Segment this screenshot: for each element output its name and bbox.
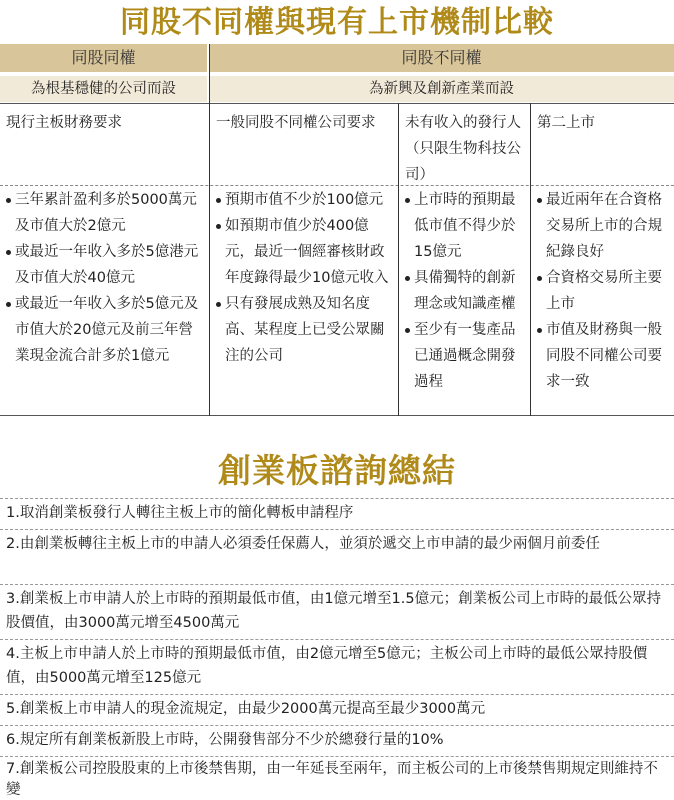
- divider: [0, 185, 674, 186]
- subheader-innovative: 為新興及創新產業而設: [209, 76, 674, 102]
- comparison-table: [0, 44, 674, 416]
- consultation-title: 創業板諮詢總結: [218, 451, 456, 490]
- comparison-title: 同股不同權與現有上市機制比較: [120, 5, 554, 40]
- list-item: 2.由創業板轉往主板上市的申請人必須委任保薦人，並須於遞交上市申請的最少兩個月前委任: [6, 536, 600, 552]
- list-item: 至少有一隻產品已通過概念開發過程: [405, 317, 526, 395]
- column-heading-main-board: 現行主板財務要求: [6, 115, 122, 131]
- list-item: 7.創業板公司控股股東的上市後禁售期，由一年延長至兩年，而主板公司的上市後禁售期規定則維持不變: [6, 761, 658, 798]
- column-heading-pre-revenue: 未有收入的發行人（只限生物科技公司）: [405, 115, 521, 183]
- list-item: 市值及財務與一般同股不同權公司要求一致: [537, 317, 670, 395]
- list-item: 只有發展成熟及知名度高、某程度上已受公眾關注的公司: [216, 291, 394, 369]
- column-body-pre-revenue: [399, 187, 530, 413]
- list-item: 或最近一年收入多於5億港元及市值大於40億元: [6, 239, 205, 291]
- divider: [0, 415, 674, 416]
- list-item: 預期市值不少於100億元: [216, 187, 394, 213]
- list-item: 最近兩年在合資格交易所上市的合規紀錄良好: [537, 187, 670, 265]
- list-item: 6.規定所有創業板新股上市時，公開發售部分不少於總發行量的10%: [6, 732, 444, 748]
- group-header-same-rights: 同股同權: [0, 44, 207, 72]
- column-body-secondary-listing: [531, 187, 674, 413]
- list-item: 5.創業板上市申請人的現金流規定，由最少2000萬元提高至最少3000萬元: [6, 701, 486, 717]
- list-item: 或最近一年收入多於5億元及市值大於20億元及前三年營業現金流合計多於1億元: [6, 291, 205, 369]
- column-body-general-wvr: [210, 187, 398, 413]
- list-item: 上市時的預期最低市值不得少於15億元: [405, 187, 526, 265]
- consultation-list: [0, 498, 674, 800]
- column-body-main-board: [0, 187, 209, 413]
- divider: [530, 103, 531, 416]
- group-header-weighted-voting: 同股不同權: [209, 44, 674, 72]
- divider: [398, 103, 399, 416]
- list-item: 4.主板上市申請人於上市時的預期最低市值，由2億元增至5億元；主板公司上市時的最低公眾持股價值，由5000萬元增至125億元: [6, 646, 648, 686]
- column-heading-general-wvr: 一般同股不同權公司要求: [216, 115, 376, 131]
- list-item: 如預期市值少於400億元，最近一個經審核財政年度錄得最少10億元收入: [216, 213, 394, 291]
- subheader-established: 為根基穩健的公司而設: [0, 76, 207, 102]
- list-item: 1.取消創業板發行人轉往主板上市的簡化轉板申請程序: [6, 505, 354, 521]
- column-heading-secondary-listing: 第二上市: [537, 115, 595, 131]
- divider: [209, 44, 210, 416]
- list-item: 合資格交易所主要上市: [537, 265, 670, 317]
- list-item: 三年累計盈利多於5000萬元及市值大於2億元: [6, 187, 205, 239]
- list-item: 3.創業板上市申請人於上市時的預期最低市值，由1億元增至1.5億元；創業板公司上市時的最低公眾持股價值，由3000萬元增至4500萬元: [6, 591, 662, 631]
- divider: [0, 103, 674, 104]
- list-item: 具備獨特的創新理念或知識產權: [405, 265, 526, 317]
